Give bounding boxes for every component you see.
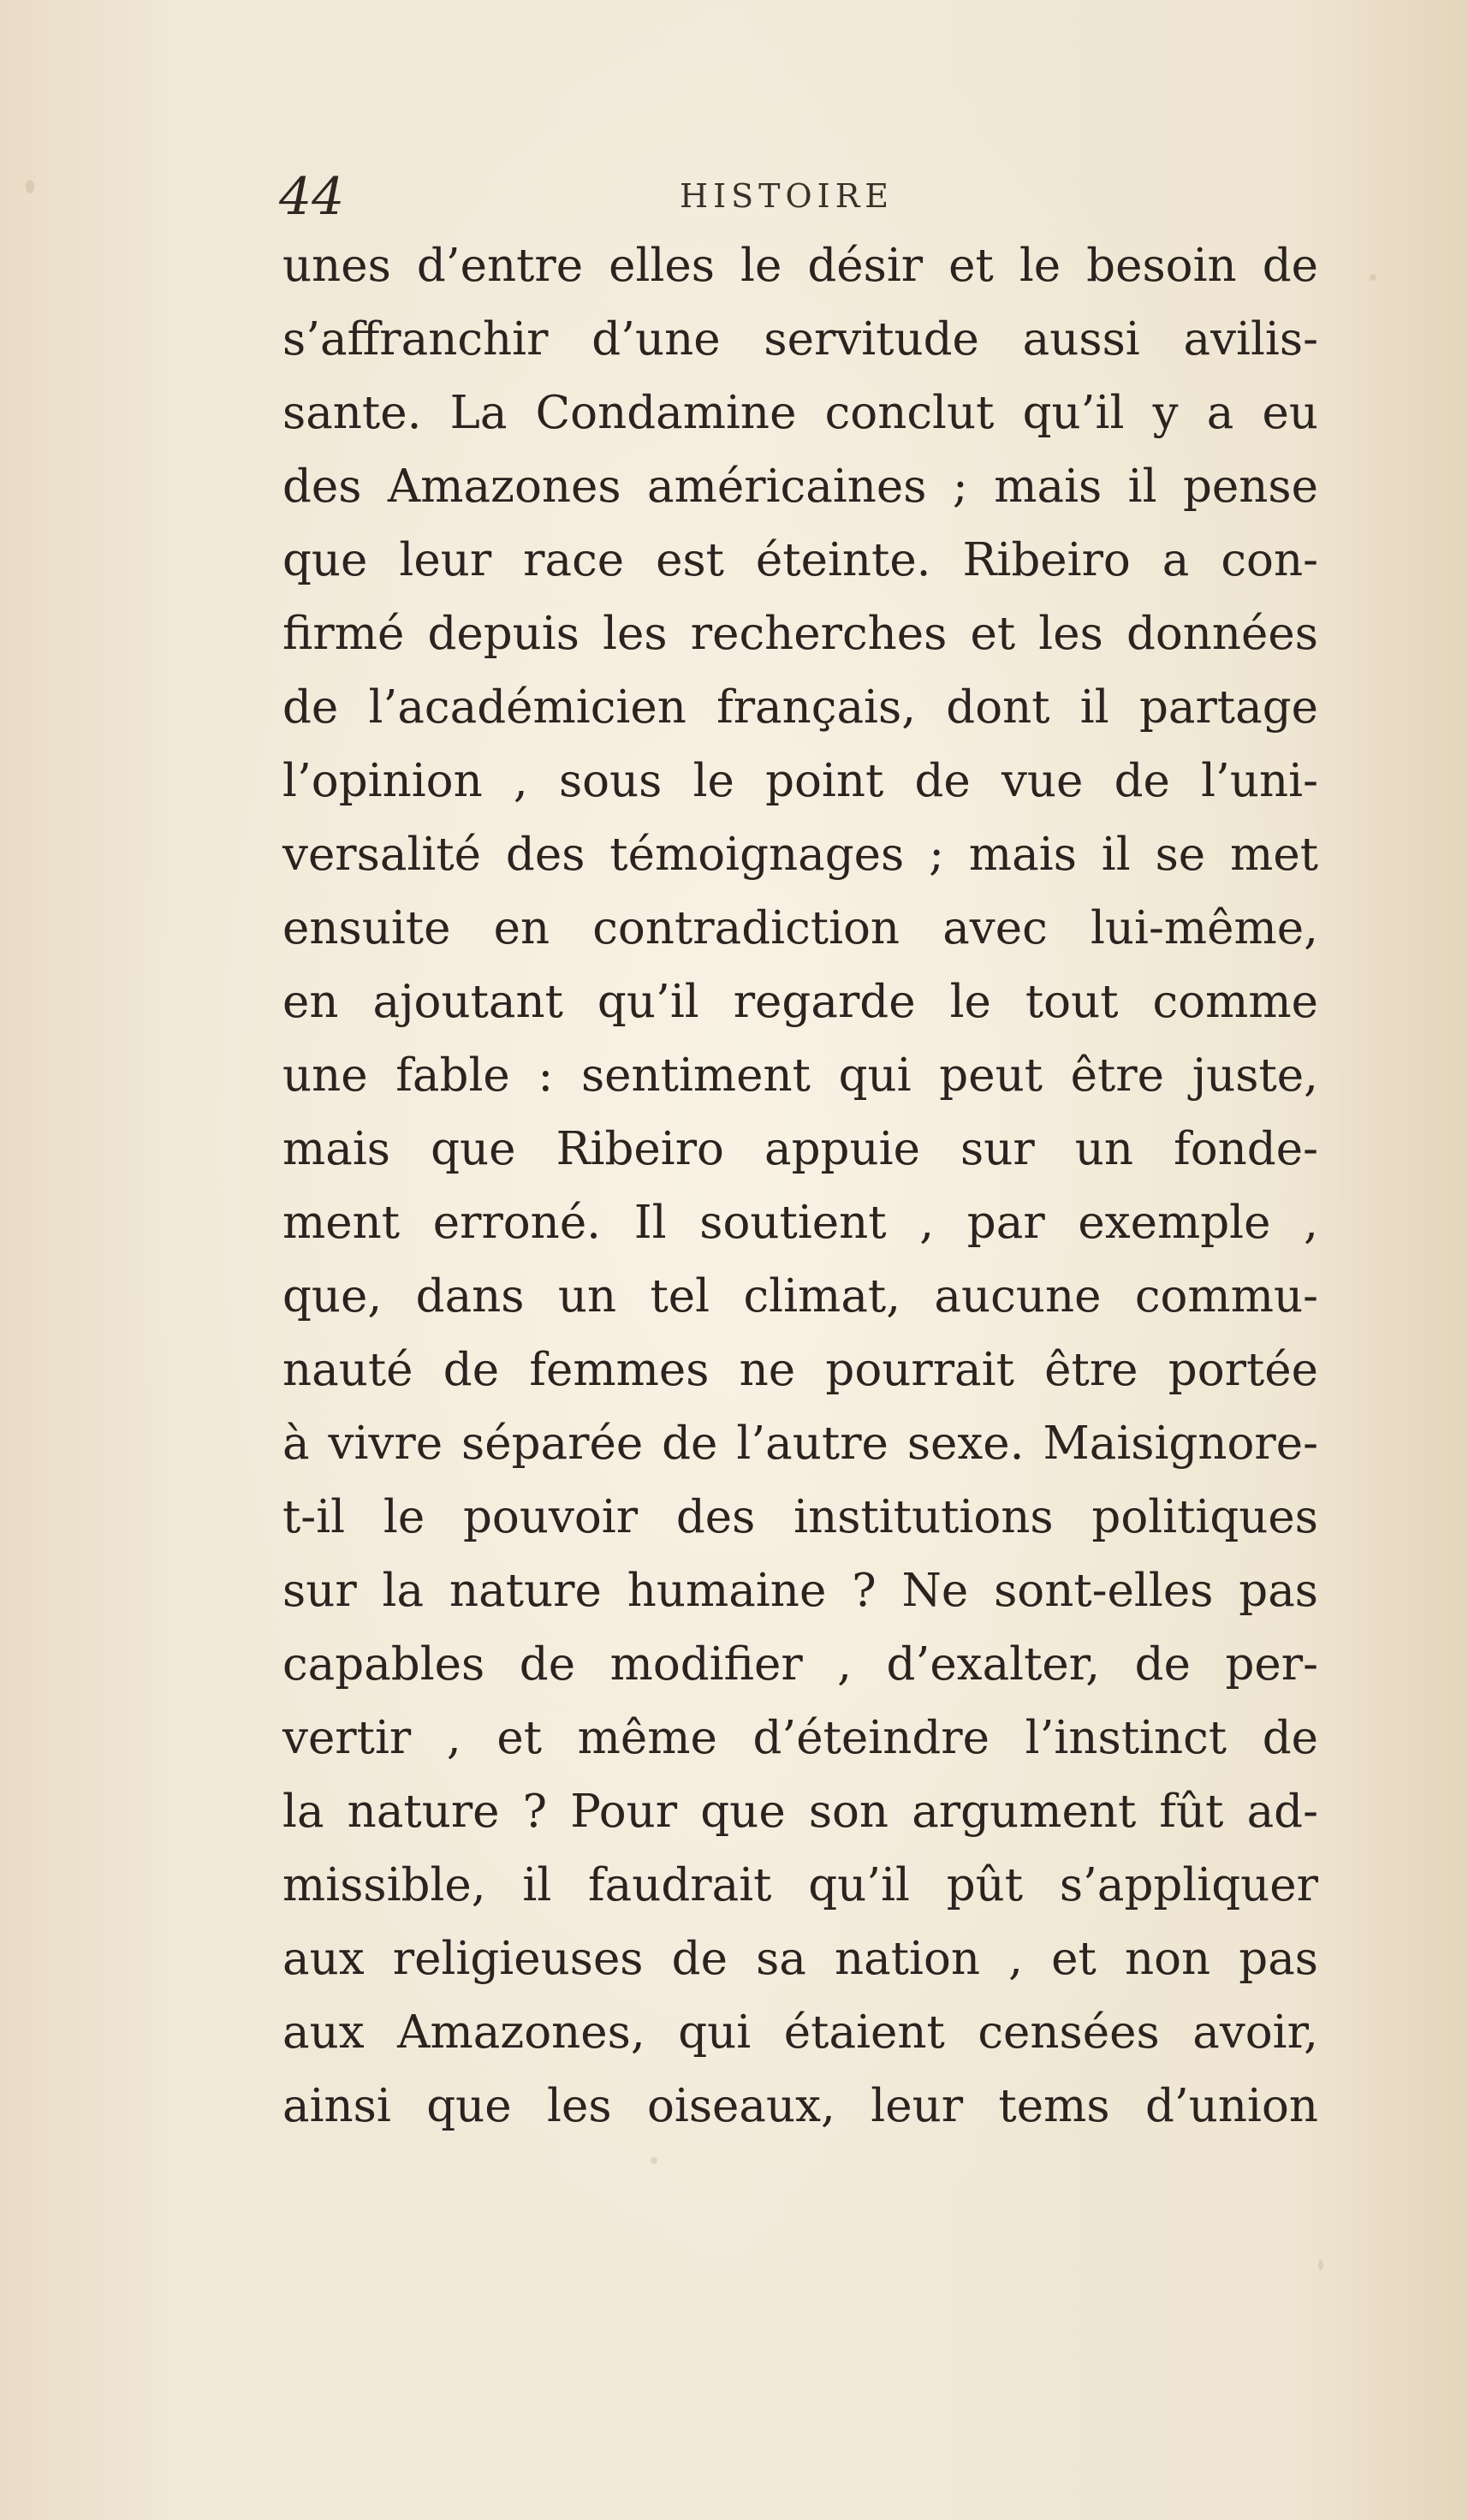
text-line: une fable : sentiment qui peut être juste, bbox=[282, 1049, 1318, 1102]
paper-stain bbox=[651, 2157, 657, 2164]
text-line: que leur race est éteinte. Ribeiro a con- bbox=[282, 534, 1318, 586]
text-line: unes d’entre elles le désir et le besoin de bbox=[282, 240, 1318, 292]
text-line: ment erroné. Il soutient , par exemple , bbox=[282, 1197, 1318, 1249]
text-line: aux religieuses de sa nation , et non pas bbox=[282, 1933, 1318, 1985]
paper-stain bbox=[1370, 274, 1376, 281]
body-text bbox=[282, 229, 1318, 2143]
paper-stain bbox=[26, 180, 34, 193]
text-line: que, dans un tel climat, aucune commu- bbox=[282, 1270, 1318, 1322]
text-line: missible, il faudrait qu’il pût s’appliquer bbox=[282, 1859, 1318, 1911]
text-line: firmé depuis les recherches et les données bbox=[282, 608, 1318, 660]
text-line: de l’académicien français, dont il partage bbox=[282, 681, 1318, 734]
text-line: en ajoutant qu’il regarde le tout comme bbox=[282, 976, 1318, 1028]
paper-stain bbox=[1318, 2260, 1323, 2270]
page-number: 44 bbox=[279, 167, 345, 227]
text-line: mais que Ribeiro appuie sur un fonde- bbox=[282, 1123, 1318, 1175]
text-line: aux Amazones, qui étaient censées avoir, bbox=[282, 2006, 1318, 2059]
page-header bbox=[279, 163, 1306, 231]
running-title: HISTOIRE bbox=[680, 177, 894, 215]
text-line: sante. La Condamine conclut qu’il y a eu bbox=[282, 387, 1318, 439]
text-line: ensuite en contradiction avec lui-même, bbox=[282, 902, 1318, 954]
text-line: capables de modifier , d’exalter, de per- bbox=[282, 1638, 1318, 1691]
text-line: l’opinion , sous le point de vue de l’uni- bbox=[282, 755, 1318, 807]
text-line: à vivre séparée de l’autre sexe. Maisignore- bbox=[282, 1418, 1318, 1470]
text-line: vertir , et même d’éteindre l’instinct de bbox=[282, 1712, 1318, 1764]
text-line: nauté de femmes ne pourrait être portée bbox=[282, 1344, 1318, 1396]
text-line: s’affranchir d’une servitude aussi avilis- bbox=[282, 313, 1318, 366]
text-line: ainsi que les oiseaux, leur tems d’union bbox=[282, 2080, 1318, 2132]
text-line: des Amazones américaines ; mais il pense bbox=[282, 461, 1318, 513]
text-line: t-il le pouvoir des institutions politiques bbox=[282, 1491, 1318, 1543]
text-line: la nature ? Pour que son argument fût ad- bbox=[282, 1786, 1318, 1838]
text-line: sur la nature humaine ? Ne sont-elles pas bbox=[282, 1565, 1318, 1617]
text-line: versalité des témoignages ; mais il se met bbox=[282, 829, 1318, 881]
